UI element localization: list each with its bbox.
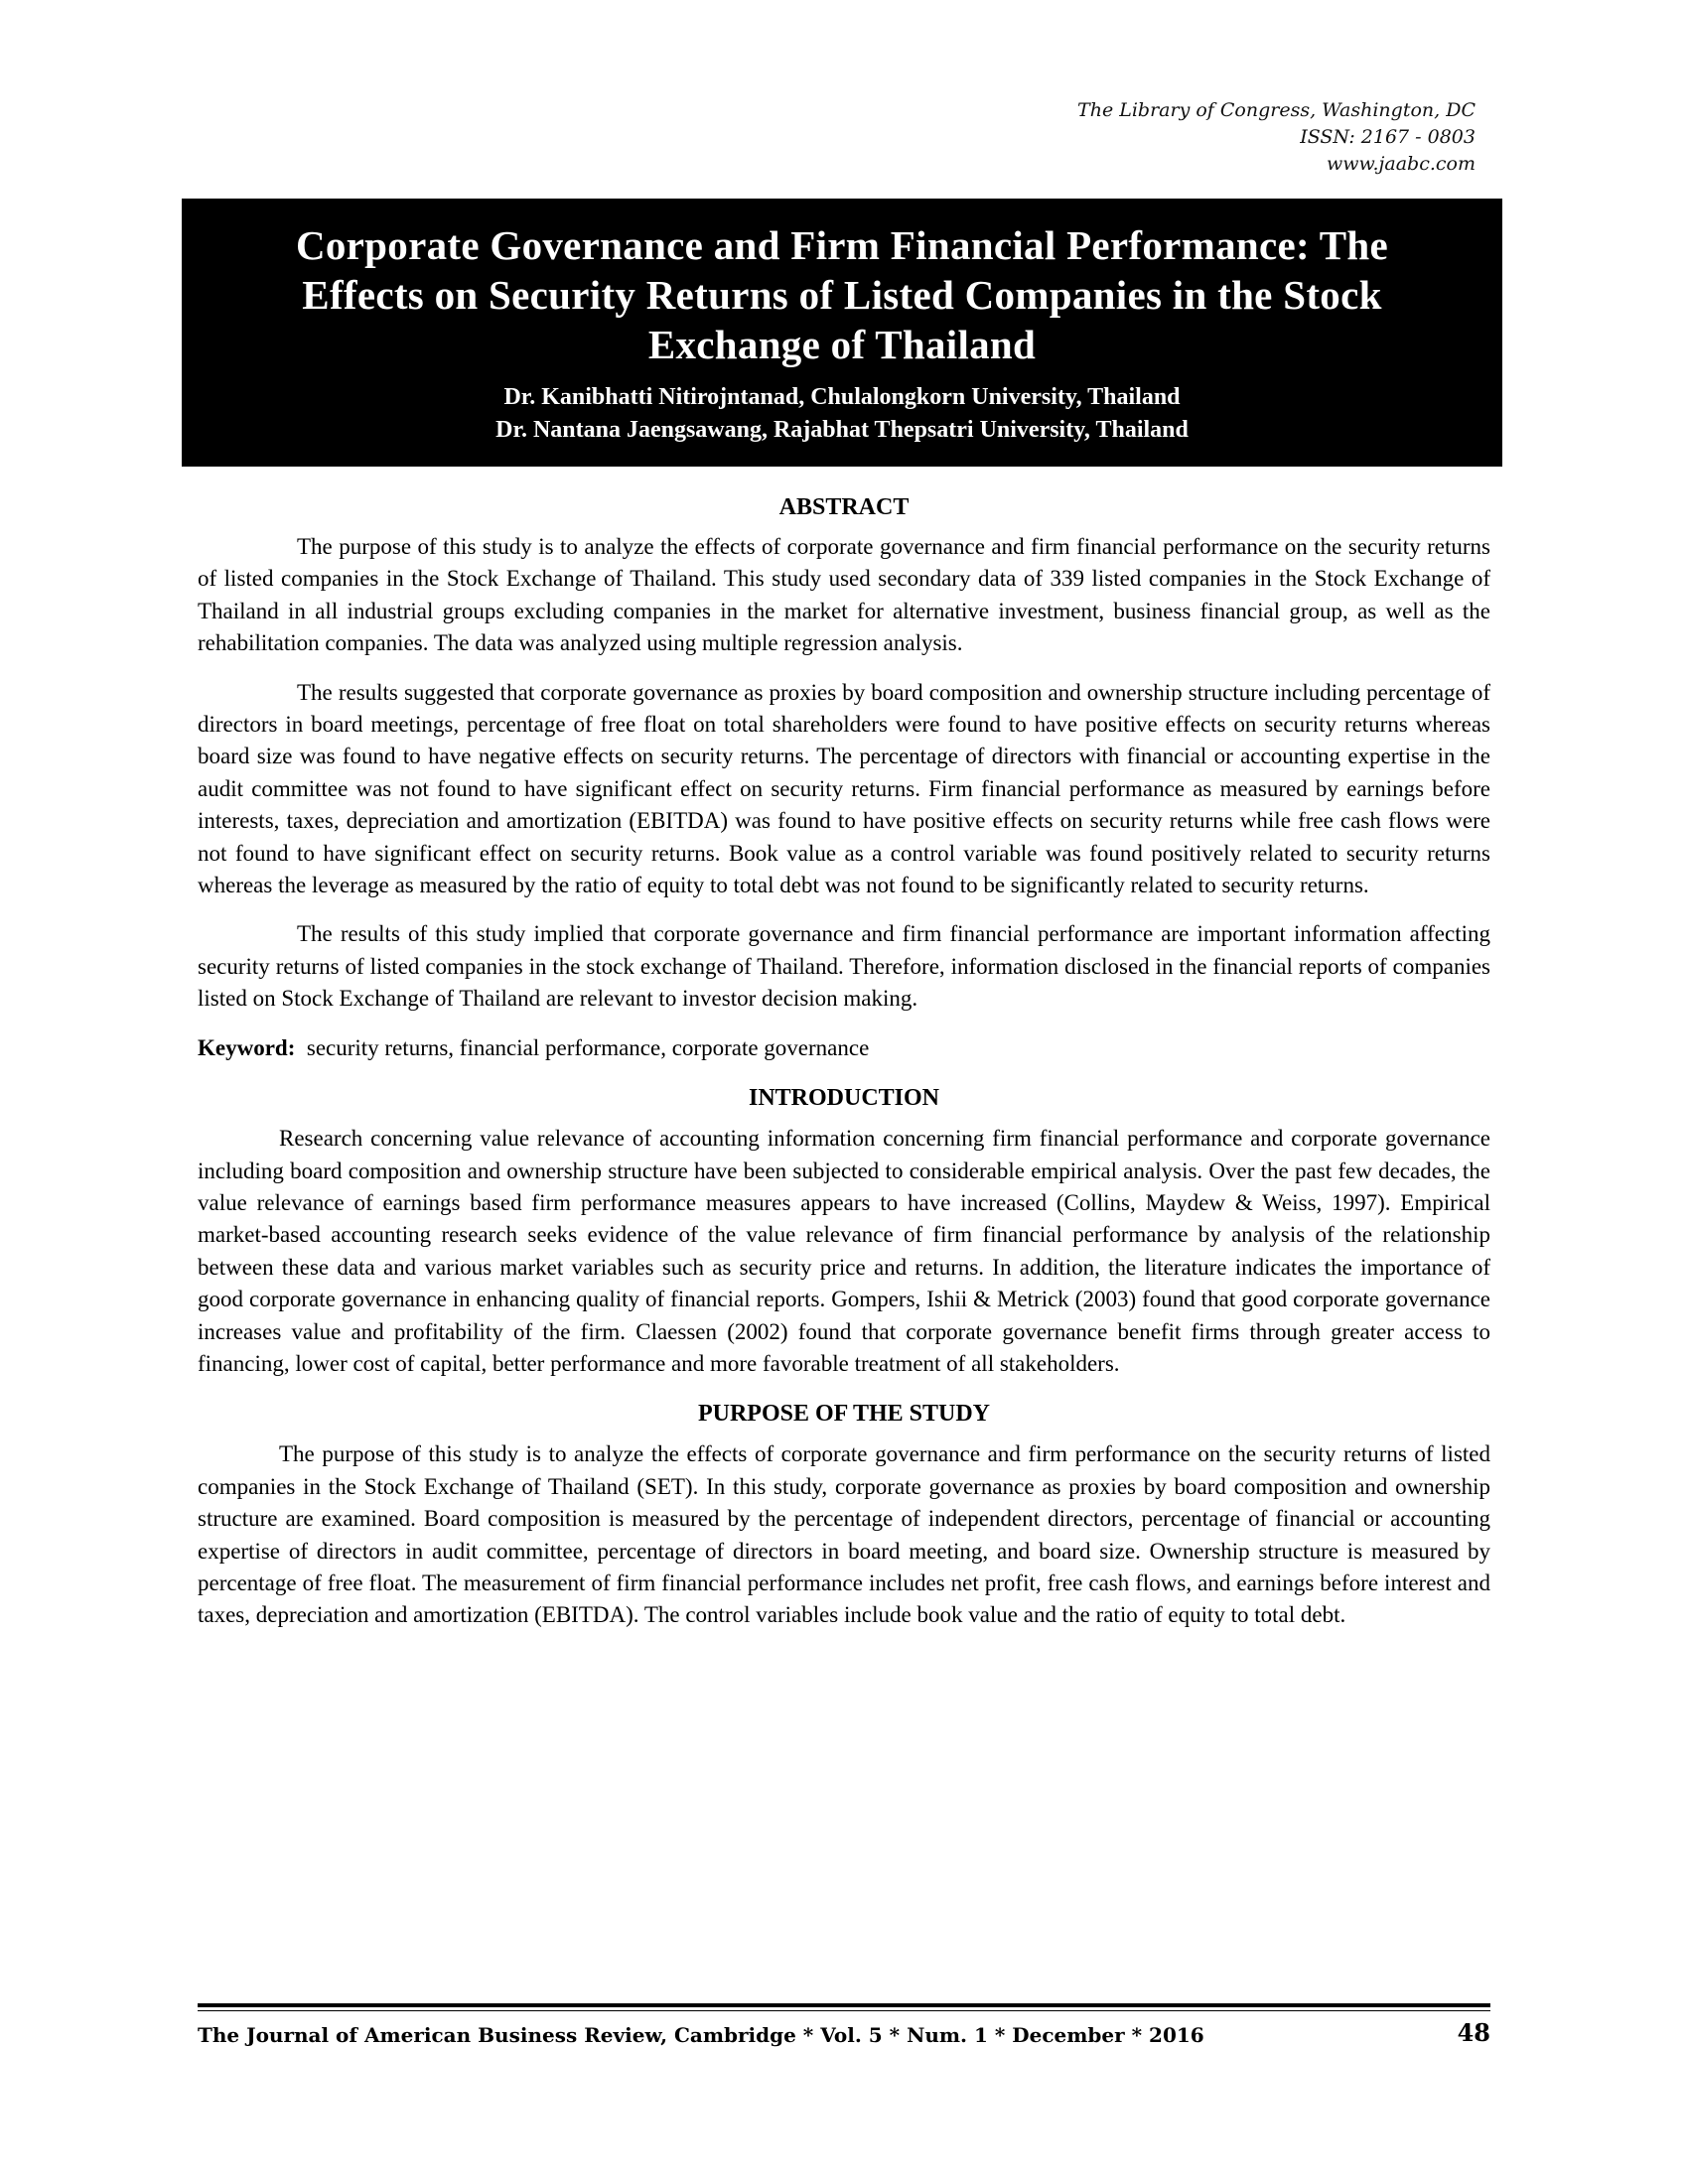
footer-rule-thin: [198, 2010, 1490, 2011]
keywords-label: Keyword:: [198, 1034, 296, 1060]
purpose-paragraph: The purpose of this study is to analyze the effects of corporate governance and firm performance on the security returns of listed companies in the Stock Exchange of Thailand (SET). In this study, corporate governance as proxies by board composition and ownership structure are examined. Board composition is measured by the percentage of independent directors, percentage of financial or accounting expertise of directors in audit committee, percentage of directors in board meeting, and board size. Ownership structure is measured by percentage of free float. The measurement of firm financial performance includes net profit, free cash flows, and earnings before interest and taxes, depreciation and amortization (EBITDA). The control variables include book value and the ratio of equity to total debt.: [198, 1441, 1490, 1628]
issn-line: ISSN: 2167 - 0803: [1300, 126, 1476, 148]
footer-rule-thick: [198, 2003, 1490, 2007]
introduction-paragraph: Research concerning value relevance of accounting information concerning firm financial performance and corporate governance including board composition and ownership structure have been subjected to considerable empirical analysis. Over the past few decades, the value relevance of earnings based firm performance measures appears to have increased (Collins, Maydew & Weiss, 1997). Empirical market-based accounting research seeks evidence of the value relevance of firm financial performance by analysis of the relationship between these data and various market variables such as security price and returns. In addition, the literature indicates the importance of good corporate governance in enhancing quality of financial reports. Gompers, Ishii & Metrick (2003) found that good corporate governance increases value and profitability of the firm. Claessen (2002) found that corporate governance benefit firms through greater access to financing, lower cost of capital, better performance and more favorable treatment of all stakeholders.: [198, 1126, 1490, 1376]
author-2: Dr. Nantana Jaengsawang, Rajabhat Thepsatri University, Thailand: [495, 417, 1189, 443]
author-list: [182, 381, 1502, 447]
abstract-paragraph-2: The results suggested that corporate governance as proxies by board composition and ownership structure including percentage of directors in board meetings, percentage of free float on total shareholders were found to have positive effects on security returns whereas board size was found to have negative effects on security returns. The percentage of directors with financial or accounting expertise in the audit committee was not found to have significant effect on security returns. Firm financial performance as measured by earnings before interests, taxes, depreciation and amortization (EBITDA) was found to have positive effects on security returns while free cash flows were not found to have significant effect on security returns. Book value as a control variable was found positively related to security returns whereas the leverage as measured by the ratio of equity to total debt was not found to be significantly related to security returns.: [198, 679, 1490, 898]
abstract-paragraph-3: The results of this study implied that corporate governance and firm financial performance are important information affecting security returns of listed companies in the stock exchange of Thailand. Therefore, information disclosed in the financial reports of companies listed on Stock Exchange of Thailand are relevant to investor decision making.: [198, 921, 1490, 1012]
author-1: Dr. Kanibhatti Nitirojntanad, Chulalongkorn University, Thailand: [503, 384, 1181, 410]
website-line: www.jaabc.com: [1326, 153, 1476, 175]
purpose-heading: PURPOSE OF THE STUDY: [697, 1401, 991, 1428]
abstract-paragraph-1: The purpose of this study is to analyze the effects of corporate governance and firm financial performance on the security returns of listed companies in the Stock Exchange of Thailand. This study used secondary data of 339 listed companies in the Stock Exchange of Thailand in all industrial groups excluding companies in the market for alternative investment, business financial group, as well as the rehabilitation companies. The data was analyzed using multiple regression analysis.: [198, 534, 1490, 656]
title-banner: [182, 199, 1502, 467]
introduction-heading: INTRODUCTION: [748, 1085, 940, 1112]
paper-body: [198, 491, 1490, 1632]
publication-info: [780, 97, 1476, 178]
keywords-line: [198, 1032, 1490, 1064]
paper-title: Corporate Governance and Firm Financial Performance: The Effects on Security Returns of Listed Companies in the Stock Exchange of Thailand: [295, 222, 1389, 367]
library-line: The Library of Congress, Washington, DC: [1077, 99, 1476, 121]
journal-citation: The Journal of American Business Review, Cambridge * Vol. 5 * Num. 1 * December * 2016: [198, 2023, 1204, 2047]
abstract-heading: ABSTRACT: [778, 494, 910, 520]
keywords-text: security returns, financial performance, corporate governance: [306, 1034, 870, 1060]
page-number: 48: [1457, 2018, 1490, 2047]
